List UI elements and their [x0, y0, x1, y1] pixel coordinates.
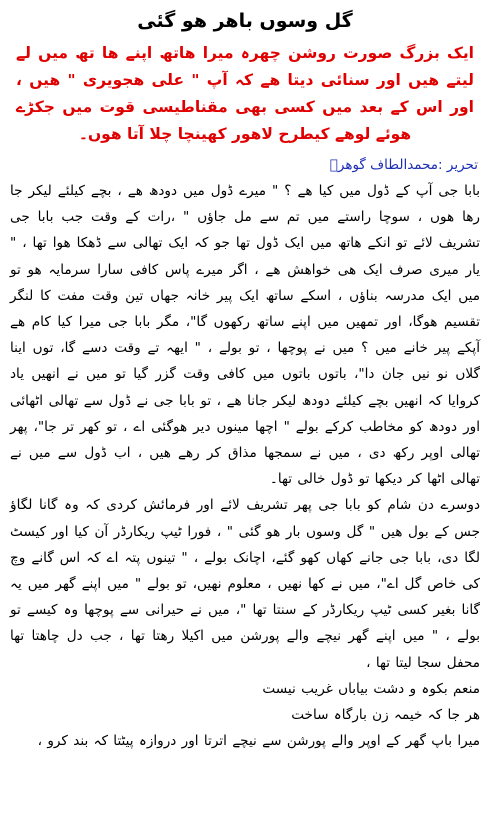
- body-paragraph: میرا باپ گھر کے اوپر والے پورشن سے نیچے اترتا اور دروازہ پیٹتا کہ بند کرو ،: [37, 733, 480, 750]
- verse-line: منعم بکوہ و دشت بیاباں غریب نیست: [262, 680, 480, 697]
- article-author: تحریر :محمدالطاف گوھرؔ: [329, 157, 478, 173]
- verse-line: ھر جا کہ خیمہ زن بارگاہ ساخت: [291, 707, 480, 724]
- article-intro: ایک بزرگ صورت روشن چھرہ میرا ھاتھ اپنے ھا تھ میں لے لیتے ھیں اور سنائی دیتا ھے کہ آپ " علی ھجویری " ھیں ، اور اس کے بعد میں کسی بھی مقناطیسی قوت میں جکڑے ھوئے لوھے کیطرح لاھور کھینچا چلا آتا ھوں۔: [16, 44, 474, 143]
- body-paragraph: بابا جی آپ کے ڈول میں کیا ھے ؟ " میرے ڈول میں دودھ ھے ، بچے کیلئے لیکر جا رھا ھوں ، سوچا راستے میں تم سے مل جاؤں " ،رات کے وقت جب بابا جی تشریف لائے تو انکے ھاتھ میں ایک ڈول تھا جو کہ ایک تھالی سے ڈھکا ھوا تھا ، " یار میری صرف ایک ھی خواھش ھے ، اگر میرے پاس کافی سارا سرمایہ ھو تو میں ایک مدرسہ بناؤں ، اسکے ساتھ ایک پیر خانہ جھاں تین وقت مفت کا لنگر تقسیم ھوگا، اور تمھیں میں اپنے ساتھ رکھوں گا"، مگر بابا جی میرا کیا کام ھے آپکے پیر خانے میں ؟ میں نے پوچھا ، تو بولے ، " ایھہ تے وقت دسے گا، توں اینا گلاں نو نیں جان دا"، باتوں باتوں میں کافی وقت گزر گیا تو میں نے انھیں یاد کروایا کہ انھیں بچے کیلئے دودھ لیکر جانا ھے ، تو بابا جی نے ڈول سے تھالی اٹھائی اور دودھ کو مخاطب کرکے بولے " اچھا مینوں دیر ھوگئی اے ، تو کھر تر جا"، پھر تھالی اوپر رکھ دی ، میں نے سمجھا مذاق کر رھے ھیں ، اب ڈول سے میں نے تھالی اٹھا کر دیکھا تو ڈول خالی تھا۔: [10, 183, 480, 488]
- body-paragraph: دوسرے دن شام کو بابا جی پھر تشریف لائے اور فرمائش کردی کہ وہ گانا لگاؤ جس کے بول ھیں " گل وسوں بار ھو گئی " ، فورا ٹیپ ریکارڈر آن کیا اور کیسٹ لگا دی، بابا جی جانے کھاں کھو گئے، اچانک بولے ، " تینوں پتہ اے کہ اس گانے وچ کی خاص گل اے"، میں نے کھا نھیں ، معلوم نھیں، تو بولے " میں اپنے گھر میں یہ گانا بغیر کسی ٹیپ ریکارڈر کے سنتا تھا "، میں نے حیرانی سے پوچھا وہ کیسے تو بولے ، " میں اپنے گھر نیچے والے پورشن میں اکیلا رھتا تھا ، جب دل چاھتا تھا محفل سجا لیتا تھا ،: [10, 497, 480, 671]
- article-title: گل وسوں باھر ھو گئی: [137, 10, 353, 32]
- article-body: [10, 178, 480, 754]
